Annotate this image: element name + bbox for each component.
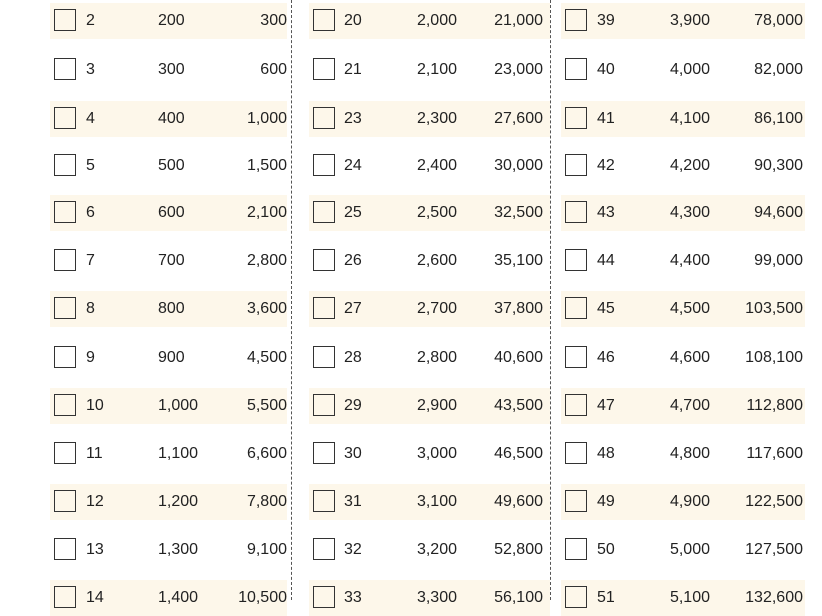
running-total: 46,500: [494, 445, 543, 462]
deposit-amount: 400: [158, 110, 185, 127]
running-total: 2,800: [246, 252, 287, 269]
row-number: 40: [597, 61, 615, 78]
deposit-amount: 4,700: [669, 397, 710, 414]
tracker-row: [50, 484, 287, 520]
running-total: 2,100: [246, 204, 287, 221]
row-number: 12: [86, 493, 104, 510]
running-total: 132,600: [745, 589, 803, 606]
running-total: 30,000: [494, 157, 543, 174]
row-number: 4: [86, 110, 95, 127]
row-number: 33: [344, 589, 362, 606]
tracker-row: [50, 580, 287, 616]
checkbox[interactable]: [313, 249, 335, 271]
row-number: 7: [86, 252, 95, 269]
running-total: 49,600: [494, 493, 543, 510]
running-total: 99,000: [754, 252, 803, 269]
row-number: 39: [597, 12, 615, 29]
checkbox[interactable]: [54, 201, 76, 223]
row-number: 10: [86, 397, 104, 414]
tracker-row: [561, 101, 805, 137]
checkbox[interactable]: [565, 249, 587, 271]
deposit-amount: 600: [158, 204, 185, 221]
checkbox[interactable]: [54, 249, 76, 271]
running-total: 6,600: [246, 445, 287, 462]
deposit-amount: 2,500: [416, 204, 457, 221]
tracker-row: [561, 243, 805, 279]
tracker-row: [50, 52, 287, 88]
deposit-amount: 1,300: [158, 541, 199, 558]
running-total: 1,500: [246, 157, 287, 174]
row-number: 47: [597, 397, 615, 414]
checkbox[interactable]: [565, 538, 587, 560]
tracker-row: [561, 195, 805, 231]
running-total: 52,800: [494, 541, 543, 558]
checkbox[interactable]: [54, 9, 76, 31]
checkbox[interactable]: [54, 394, 76, 416]
tracker-row: [309, 195, 550, 231]
row-number: 3: [86, 61, 95, 78]
column-divider-2: [550, 0, 551, 600]
row-number: 2: [86, 12, 95, 29]
tracker-row: [50, 436, 287, 472]
checkbox[interactable]: [565, 107, 587, 129]
tracker-row: [50, 388, 287, 424]
row-number: 31: [344, 493, 362, 510]
checkbox[interactable]: [565, 154, 587, 176]
tracker-row: [309, 580, 550, 616]
running-total: 7,800: [246, 493, 287, 510]
tracker-row: [561, 52, 805, 88]
row-number: 48: [597, 445, 615, 462]
running-total: 3,600: [246, 300, 287, 317]
tracker-row: [309, 101, 550, 137]
checkbox[interactable]: [313, 201, 335, 223]
row-number: 44: [597, 252, 615, 269]
row-number: 9: [86, 349, 95, 366]
tracker-row: [561, 436, 805, 472]
running-total: 1,000: [246, 110, 287, 127]
deposit-amount: 4,000: [669, 61, 710, 78]
deposit-amount: 1,100: [158, 445, 199, 462]
tracker-row: [561, 388, 805, 424]
checkbox[interactable]: [313, 586, 335, 608]
running-total: 9,100: [246, 541, 287, 558]
deposit-amount: 4,500: [669, 300, 710, 317]
row-number: 30: [344, 445, 362, 462]
deposit-amount: 4,900: [669, 493, 710, 510]
row-number: 25: [344, 204, 362, 221]
deposit-amount: 500: [158, 157, 185, 174]
deposit-amount: 700: [158, 252, 185, 269]
tracker-row: [561, 291, 805, 327]
checkbox[interactable]: [565, 201, 587, 223]
deposit-amount: 2,300: [416, 110, 457, 127]
deposit-amount: 200: [158, 12, 185, 29]
checkbox[interactable]: [54, 586, 76, 608]
checkbox[interactable]: [313, 346, 335, 368]
tracker-row: [561, 3, 805, 39]
row-number: 49: [597, 493, 615, 510]
row-number: 8: [86, 300, 95, 317]
row-number: 5: [86, 157, 95, 174]
deposit-amount: 4,800: [669, 445, 710, 462]
row-number: 43: [597, 204, 615, 221]
column-divider-1: [291, 0, 292, 600]
running-total: 122,500: [745, 493, 803, 510]
row-number: 41: [597, 110, 615, 127]
running-total: 43,500: [494, 397, 543, 414]
checkbox[interactable]: [313, 154, 335, 176]
tracker-row: [309, 340, 550, 376]
deposit-amount: 800: [158, 300, 185, 317]
tracker-row: [561, 580, 805, 616]
tracker-row: [50, 148, 287, 184]
row-number: 45: [597, 300, 615, 317]
tracker-row: [50, 291, 287, 327]
running-total: 94,600: [754, 204, 803, 221]
deposit-amount: 3,300: [416, 589, 457, 606]
row-number: 20: [344, 12, 362, 29]
checkbox[interactable]: [565, 9, 587, 31]
row-number: 29: [344, 397, 362, 414]
tracker-column-2: [309, 0, 550, 606]
running-total: 127,500: [745, 541, 803, 558]
tracker-row: [309, 532, 550, 568]
checkbox[interactable]: [54, 154, 76, 176]
row-number: 23: [344, 110, 362, 127]
row-number: 14: [86, 589, 104, 606]
tracker-row: [50, 195, 287, 231]
checkbox[interactable]: [313, 538, 335, 560]
row-number: 51: [597, 589, 615, 606]
row-number: 27: [344, 300, 362, 317]
deposit-amount: 2,800: [416, 349, 457, 366]
tracker-row: [309, 484, 550, 520]
tracker-row: [309, 3, 550, 39]
deposit-amount: 5,100: [669, 589, 710, 606]
row-number: 50: [597, 541, 615, 558]
running-total: 78,000: [754, 12, 803, 29]
row-number: 32: [344, 541, 362, 558]
running-total: 117,600: [746, 445, 803, 462]
deposit-amount: 4,300: [669, 204, 710, 221]
checkbox[interactable]: [313, 9, 335, 31]
tracker-row: [309, 436, 550, 472]
checkbox[interactable]: [565, 442, 587, 464]
running-total: 108,100: [745, 349, 803, 366]
running-total: 300: [260, 12, 287, 29]
running-total: 82,000: [754, 61, 803, 78]
row-number: 28: [344, 349, 362, 366]
tracker-row: [561, 340, 805, 376]
deposit-amount: 3,000: [416, 445, 457, 462]
checkbox[interactable]: [313, 394, 335, 416]
running-total: 5,500: [246, 397, 287, 414]
deposit-amount: 1,200: [158, 493, 199, 510]
running-total: 27,600: [494, 110, 543, 127]
tracker-row: [50, 101, 287, 137]
deposit-amount: 4,600: [669, 349, 710, 366]
tracker-row: [309, 291, 550, 327]
running-total: 32,500: [494, 204, 543, 221]
row-number: 46: [597, 349, 615, 366]
checkbox[interactable]: [313, 107, 335, 129]
checkbox[interactable]: [54, 442, 76, 464]
checkbox[interactable]: [565, 394, 587, 416]
running-total: 40,600: [494, 349, 543, 366]
deposit-amount: 5,000: [669, 541, 710, 558]
checkbox[interactable]: [313, 490, 335, 512]
running-total: 86,100: [754, 110, 803, 127]
deposit-amount: 900: [158, 349, 185, 366]
running-total: 90,300: [754, 157, 803, 174]
row-number: 24: [344, 157, 362, 174]
deposit-amount: 2,000: [416, 12, 457, 29]
deposit-amount: 2,100: [416, 61, 457, 78]
deposit-amount: 4,200: [669, 157, 710, 174]
checkbox[interactable]: [54, 107, 76, 129]
tracker-column-3: [561, 0, 805, 606]
deposit-amount: 1,400: [158, 589, 199, 606]
row-number: 26: [344, 252, 362, 269]
deposit-amount: 1,000: [158, 397, 199, 414]
tracker-row: [309, 148, 550, 184]
deposit-amount: 2,400: [416, 157, 457, 174]
tracker-row: [309, 52, 550, 88]
tracker-row: [50, 532, 287, 568]
tracker-row: [309, 388, 550, 424]
running-total: 56,100: [494, 589, 543, 606]
tracker-row: [309, 243, 550, 279]
checkbox[interactable]: [54, 58, 76, 80]
deposit-amount: 2,600: [416, 252, 457, 269]
checkbox[interactable]: [54, 346, 76, 368]
running-total: 112,800: [746, 397, 803, 414]
deposit-amount: 300: [158, 61, 185, 78]
checkbox[interactable]: [565, 586, 587, 608]
checkbox[interactable]: [54, 490, 76, 512]
tracker-row: [50, 243, 287, 279]
row-number: 42: [597, 157, 615, 174]
running-total: 4,500: [246, 349, 287, 366]
deposit-amount: 4,400: [669, 252, 710, 269]
checkbox[interactable]: [565, 297, 587, 319]
tracker-row: [50, 3, 287, 39]
tracker-column-1: [50, 0, 287, 606]
checkbox[interactable]: [313, 297, 335, 319]
tracker-row: [50, 340, 287, 376]
row-number: 21: [344, 61, 362, 78]
tracker-row: [561, 148, 805, 184]
deposit-amount: 2,900: [416, 397, 457, 414]
checkbox[interactable]: [565, 490, 587, 512]
checkbox[interactable]: [565, 58, 587, 80]
checkbox[interactable]: [313, 442, 335, 464]
deposit-amount: 3,900: [669, 12, 710, 29]
deposit-amount: 3,100: [416, 493, 457, 510]
running-total: 37,800: [494, 300, 543, 317]
running-total: 10,500: [238, 589, 287, 606]
row-number: 6: [86, 204, 95, 221]
checkbox[interactable]: [565, 346, 587, 368]
checkbox[interactable]: [313, 58, 335, 80]
tracker-row: [561, 484, 805, 520]
row-number: 13: [86, 541, 104, 558]
deposit-amount: 3,200: [416, 541, 457, 558]
row-number: 11: [86, 445, 103, 462]
running-total: 35,100: [494, 252, 543, 269]
deposit-amount: 2,700: [416, 300, 457, 317]
tracker-row: [561, 532, 805, 568]
running-total: 21,000: [494, 12, 543, 29]
running-total: 103,500: [745, 300, 803, 317]
running-total: 600: [260, 61, 287, 78]
running-total: 23,000: [494, 61, 543, 78]
checkbox[interactable]: [54, 297, 76, 319]
deposit-amount: 4,100: [669, 110, 710, 127]
checkbox[interactable]: [54, 538, 76, 560]
